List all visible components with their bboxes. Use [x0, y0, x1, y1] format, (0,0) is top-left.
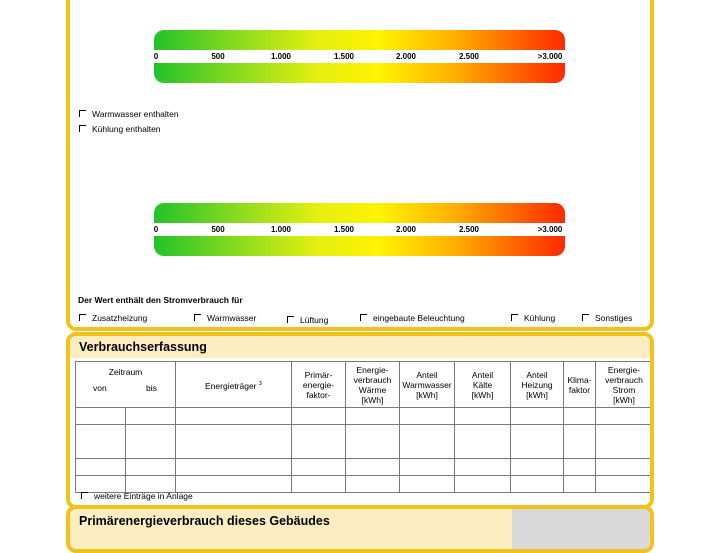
table-row[interactable]	[76, 408, 653, 425]
scale-tick: 0	[153, 52, 159, 61]
scale-tick: 0	[153, 225, 159, 234]
scale-tick: >3.000	[537, 225, 563, 234]
checkbox-label: Zusatzheizung	[92, 313, 148, 323]
checkbox-label: Warmwasser	[207, 313, 257, 323]
verbrauchserfassung-section	[66, 332, 654, 509]
scale-tick: 1.000	[270, 52, 292, 61]
checkbox-icon[interactable]	[79, 314, 86, 321]
scale-gradient-lower	[154, 63, 565, 83]
checkbox-weitere-eintraege[interactable]	[81, 491, 193, 502]
zeitraum-label: Zeitraum	[108, 367, 143, 377]
energy-scale-top	[154, 30, 565, 85]
value-field	[512, 509, 650, 549]
checkbox-beleuchtung[interactable]	[360, 313, 465, 324]
scale-tick: 2.000	[395, 52, 417, 61]
bis-label: bis	[146, 383, 157, 393]
checkbox-label: Sonstiges	[595, 313, 633, 323]
strom-note-heading: Der Wert enthält den Stromverbrauch für	[78, 295, 243, 305]
energy-scale-bottom	[154, 203, 565, 258]
checkbox-label: Kühlung enthalten	[92, 124, 161, 134]
checkbox-icon[interactable]	[287, 316, 294, 323]
scale-tick: 2.000	[395, 225, 417, 234]
checkbox-icon[interactable]	[79, 110, 86, 117]
checkbox-icon[interactable]	[582, 314, 589, 321]
table-row[interactable]	[76, 425, 653, 459]
col-energieverbrauch-strom: Energie- verbrauch Strom [kWh]	[596, 362, 653, 408]
col-klimafaktor: Klima- faktor	[564, 362, 596, 408]
checkbox-icon[interactable]	[194, 314, 201, 321]
checkbox-label: weitere Einträge in Anlage	[94, 491, 193, 501]
checkbox-icon[interactable]	[360, 314, 367, 321]
table-row[interactable]	[76, 476, 653, 493]
checkbox-label: Kühlung	[524, 313, 556, 323]
col-primaerenergiefaktor: Primär- energie- faktor-	[292, 362, 346, 408]
scale-tick: 2.500	[458, 225, 480, 234]
scale-tick: 1.000	[270, 225, 292, 234]
primaerenergie-section	[66, 505, 654, 553]
scale-tick: 500	[211, 225, 225, 234]
checkbox-label: Lüftung	[300, 315, 329, 325]
scale-gradient-upper	[154, 30, 565, 50]
col-zeitraum	[76, 362, 176, 408]
scale-ticks	[154, 51, 565, 62]
table-row[interactable]	[76, 459, 653, 476]
checkbox-kuehlung[interactable]	[511, 313, 555, 324]
section-title: Verbrauchserfassung	[70, 336, 650, 358]
checkbox-zusatzheizung[interactable]	[79, 313, 147, 324]
checkbox-warmwasser[interactable]	[194, 313, 256, 324]
verbrauch-table	[75, 361, 653, 493]
scale-tick: 1.500	[333, 52, 355, 61]
scale-gradient-lower	[154, 236, 565, 256]
scale-ticks	[154, 224, 565, 235]
scale-tick: >3.000	[537, 52, 563, 61]
checkbox-icon[interactable]	[79, 125, 86, 132]
col-energietraeger: Energieträger $^3$	[176, 362, 292, 408]
checkbox-sonstiges[interactable]	[582, 313, 632, 324]
scale-tick: 500	[211, 52, 225, 61]
checkbox-icon[interactable]	[81, 492, 88, 499]
col-anteil-heizung: Anteil Heizung [kWh]	[511, 362, 564, 408]
col-anteil-kaelte: Anteil Kälte [kWh]	[455, 362, 511, 408]
checkbox-lueftung[interactable]	[287, 315, 328, 326]
col-energieverbrauch-waerme: Energie- verbrauch Wärme [kWh]	[346, 362, 400, 408]
scale-tick: 1.500	[333, 225, 355, 234]
von-label: von	[93, 383, 107, 393]
checkbox-label: Warmwasser enthalten	[92, 109, 179, 119]
checkbox-label: eingebaute Beleuchtung	[373, 313, 465, 323]
section-title: Primärenergieverbrauch dieses Gebäudes	[79, 514, 330, 528]
checkbox-icon[interactable]	[511, 314, 518, 321]
col-anteil-warmwasser: Anteil Warmwasser [kWh]	[400, 362, 455, 408]
scale-gradient-upper	[154, 203, 565, 223]
checkbox-kuehlung-enthalten[interactable]	[79, 124, 161, 135]
checkbox-warmwasser-enthalten[interactable]	[79, 109, 179, 120]
scale-tick: 2.500	[458, 52, 480, 61]
